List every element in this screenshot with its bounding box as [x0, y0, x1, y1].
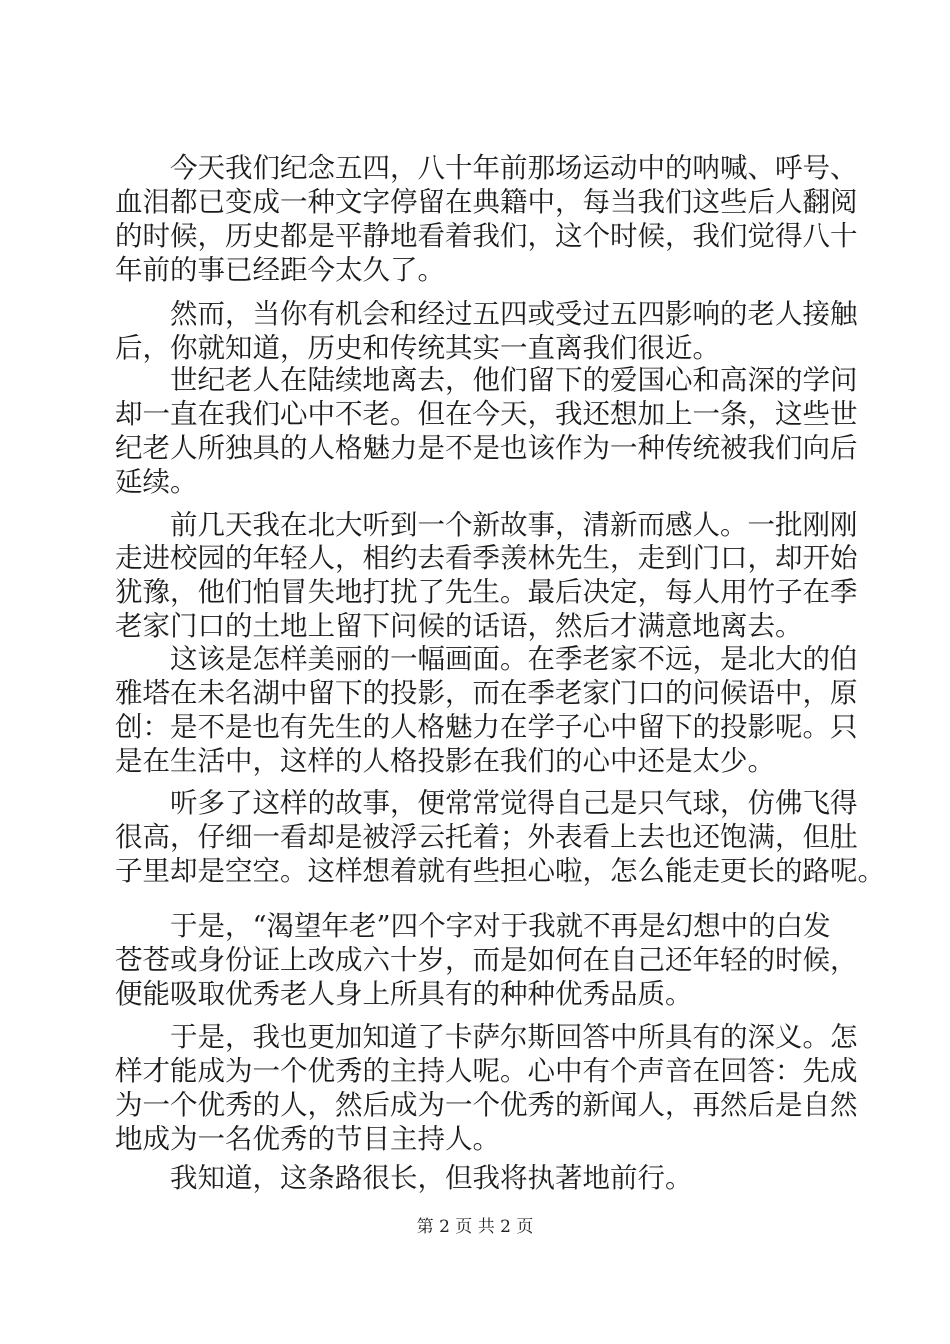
text-line: 前几天我在北大听到一个新故事，清新而感人。一批刚刚: [115, 509, 858, 541]
text-line: 却一直在我们心中不老。但在今天，我还想加上一条，这些世: [115, 398, 858, 430]
text-line: 世纪老人在陆续地离去，他们留下的爱国心和高深的学问: [115, 364, 858, 396]
text-line: 便能吸取优秀老人身上所具有的种种优秀品质。: [115, 978, 693, 1010]
text-line: 延续。: [115, 466, 198, 498]
text-line: 于是，“渴望年老”四个字对于我就不再是幻想中的白发: [115, 910, 831, 942]
text-line: 犹豫，他们怕冒失地打扰了先生。最后决定，每人用竹子在季: [115, 576, 858, 608]
text-line: 纪老人所独具的人格魅力是不是也该作为一种传统被我们向后: [115, 432, 858, 464]
text-line: 创：是不是也有先生的人格魅力在学子心中留下的投影呢。只: [115, 711, 858, 743]
text-line: 后，你就知道，历史和传统其实一直离我们很近。: [115, 332, 720, 364]
page-number-footer: 第 2 页 共 2 页: [416, 1217, 534, 1237]
text-line: 是在生活中，这样的人格投影在我们的心中还是太少。: [115, 745, 775, 777]
text-line: 地成为一名优秀的节目主持人。: [115, 1123, 500, 1155]
text-line: 听多了这样的故事，便常常觉得自己是只气球，仿佛飞得: [115, 787, 858, 819]
text-line: 今天我们纪念五四，八十年前那场运动中的呐喊、呼号、: [115, 152, 858, 184]
text-line: 年前的事已经距今太久了。: [115, 254, 445, 286]
text-line: 血泪都已变成一种文字停留在典籍中，每当我们这些后人翻阅: [115, 186, 858, 218]
text-line: 于是，我也更加知道了卡萨尔斯回答中所具有的深义。怎: [115, 1021, 858, 1053]
text-line: 我知道，这条路很长，但我将执著地前行。: [115, 1162, 693, 1194]
text-line: 雅塔在未名湖中留下的投影，而在季老家门口的问候语中，原: [115, 677, 858, 709]
text-line: 这该是怎样美丽的一幅画面。在季老家不远，是北大的伯: [115, 643, 858, 675]
text-line: 很高，仔细一看却是被浮云托着；外表看上去也还饱满，但肚: [115, 821, 858, 853]
text-line: 老家门口的土地上留下问候的话语，然后才满意地离去。: [115, 610, 803, 642]
text-line: 的时候，历史都是平静地看着我们，这个时候，我们觉得八十: [115, 220, 858, 252]
text-line: 然而，当你有机会和经过五四或受过五四影响的老人接触: [115, 298, 858, 330]
text-line: 走进校园的年轻人，相约去看季羡林先生，走到门口，却开始: [115, 542, 858, 574]
text-line: 为一个优秀的人，然后成为一个优秀的新闻人，再然后是自然: [115, 1089, 858, 1121]
text-line: 样才能成为一个优秀的主持人呢。心中有个声音在回答：先成: [115, 1055, 858, 1087]
text-line: 苍苍或身份证上改成六十岁，而是如何在自己还年轻的时候，: [115, 944, 858, 976]
text-line: 子里却是空空。这样想着就有些担心啦，怎么能走更长的路呢。: [115, 855, 885, 887]
